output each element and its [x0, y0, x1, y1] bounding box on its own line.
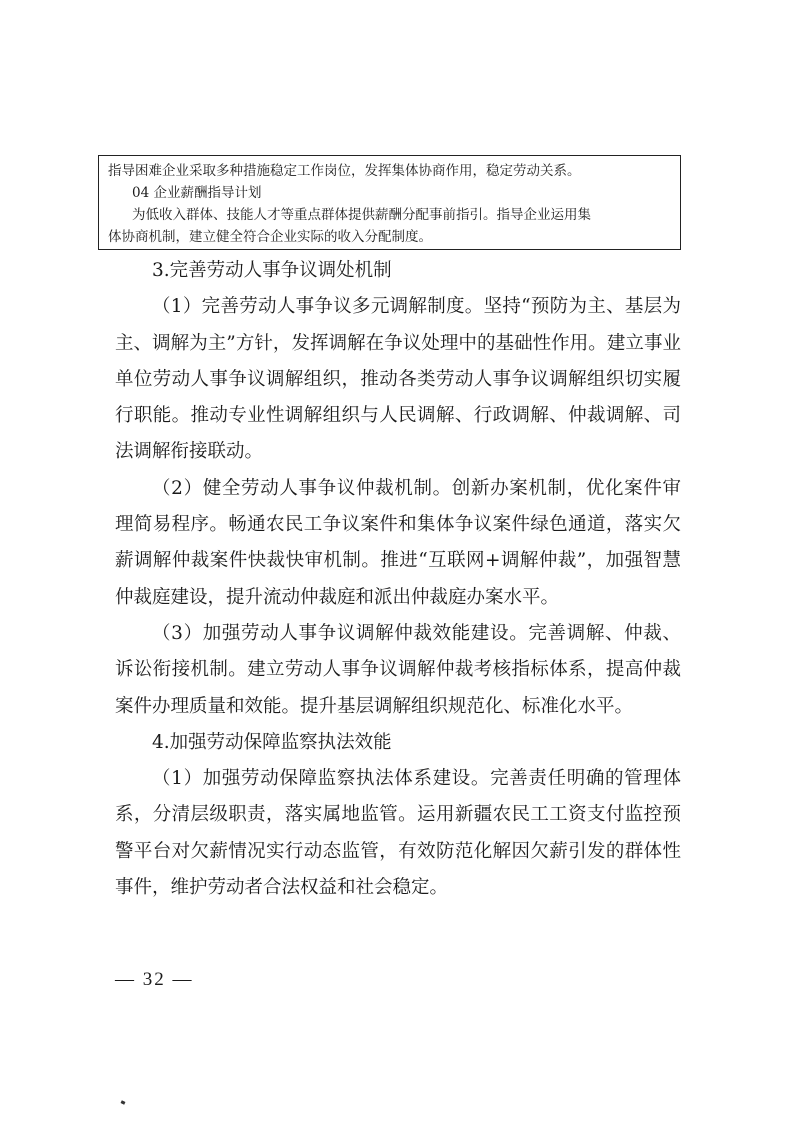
- document-body: [115, 253, 681, 906]
- boxed-plan-panel: [98, 155, 681, 250]
- boxed-text-line: 指导困难企业采取多种措施稳定工作岗位，发挥集体协商作用，稳定劳动关系。: [108, 163, 581, 179]
- paragraph: （2）健全劳动人事争议仲裁机制。创新办案机制，优化案件审理简易程序。畅通农民工争议案件和集体争议案件绿色通道，落实欠薪调解仲裁案件快裁快审机制。推进“互联网+调解仲裁”，加强智慧仲裁庭建设，提升流动仲裁庭和派出仲裁庭办案水平。: [115, 477, 681, 608]
- section-heading-3: 3.完善劳动人事争议调处机制: [152, 260, 392, 281]
- paragraph: （3）加强劳动人事争议调解仲裁效能建设。完善调解、仲裁、诉讼衔接机制。建立劳动人事争议调解仲裁考核指标体系，提高仲裁案件办理质量和效能。提升基层调解组织规范化、标准化水平。: [115, 622, 681, 717]
- boxed-text-line: 为低收入群体、技能人才等重点群体提供薪酬分配事前指引。指导企业运用集: [132, 207, 591, 223]
- scan-mark: [121, 1100, 126, 1104]
- section-heading-4: 4.加强劳动保障监察执法效能: [152, 731, 392, 753]
- boxed-text-line: 体协商机制，建立健全符合企业实际的收入分配制度。: [108, 229, 432, 245]
- boxed-heading: 04 企业薪酬指导计划: [132, 185, 262, 201]
- page-number: — 32 —: [115, 969, 194, 990]
- paragraph: （1）加强劳动保障监察执法体系建设。完善责任明确的管理体系，分清层级职责，落实属地监管。运用新疆农民工工资支付监控预警平台对欠薪情况实行动态监管，有效防范化解因欠薪引发的群体性事件，维护劳动者合法权益和社会稳定。: [115, 768, 681, 899]
- paragraph: （1）完善劳动人事争议多元调解制度。坚持“预防为主、基层为主、调解为主”方针，发挥调解在争议处理中的基础性作用。建立事业单位劳动人事争议调解组织，推动各类劳动人事争议调解组织切实履行职能。推动专业性调解组织与人民调解、行政调解、仲裁调解、司法调解衔接联动。: [115, 296, 681, 463]
